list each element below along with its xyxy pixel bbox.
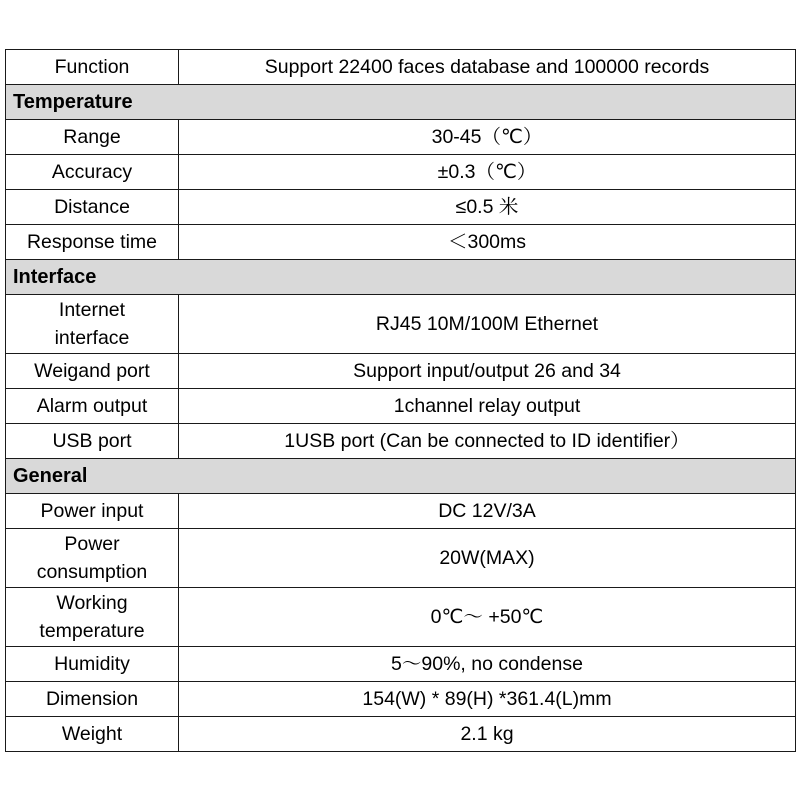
spec-row [6, 647, 796, 682]
spec-label-text: Distance [54, 196, 130, 218]
spec-label-text: Humidity [54, 653, 130, 675]
spec-label [6, 647, 179, 682]
spec-label [6, 120, 179, 155]
spec-label-text: Response time [26, 231, 158, 253]
spec-label [6, 588, 179, 647]
spec-row [6, 588, 796, 647]
spec-label-text: Weight [61, 723, 123, 745]
spec-label-text: Weigand port [34, 360, 150, 382]
spec-label [6, 50, 179, 85]
spec-label [6, 155, 179, 190]
spec-label-text: Internet interface [54, 299, 130, 349]
spec-label-text: Function [54, 56, 130, 78]
spec-value: ±0.3（℃） [179, 155, 796, 190]
section-title: Interface [6, 260, 796, 295]
spec-label-text: Accuracy [51, 161, 133, 183]
spec-label [6, 225, 179, 260]
spec-label-text: Power input [40, 500, 144, 522]
spec-table-body [6, 50, 796, 752]
spec-row [6, 717, 796, 752]
spec-row [6, 190, 796, 225]
spec-label-text: USB port [52, 430, 132, 452]
spec-value: DC 12V/3A [179, 494, 796, 529]
spec-row [6, 50, 796, 85]
spec-value: 20W(MAX) [179, 529, 796, 588]
spec-label [6, 717, 179, 752]
spec-value: ＜300ms [179, 225, 796, 260]
spec-label [6, 354, 179, 389]
spec-label [6, 190, 179, 225]
section-title: General [6, 459, 796, 494]
spec-row [6, 354, 796, 389]
section-header-row [6, 260, 796, 295]
spec-label [6, 529, 179, 588]
spec-row [6, 295, 796, 354]
spec-value: 1USB port (Can be connected to ID identifier） [179, 424, 796, 459]
spec-label-text: Power consumption [36, 533, 148, 583]
spec-row [6, 682, 796, 717]
spec-table [5, 49, 796, 752]
spec-row [6, 494, 796, 529]
spec-row [6, 529, 796, 588]
spec-row [6, 225, 796, 260]
spec-value: RJ45 10M/100M Ethernet [179, 295, 796, 354]
spec-value: 0℃～ +50℃ [179, 588, 796, 647]
spec-row [6, 155, 796, 190]
spec-value: 2.1 kg [179, 717, 796, 752]
spec-value: 1channel relay output [179, 389, 796, 424]
section-title: Temperature [6, 85, 796, 120]
spec-value: 154(W) * 89(H) *361.4(L)mm [179, 682, 796, 717]
spec-row [6, 424, 796, 459]
spec-value: Support 22400 faces database and 100000 records [179, 50, 796, 85]
spec-row [6, 389, 796, 424]
spec-label-text: Working temperature [39, 592, 145, 642]
spec-value: 30-45（℃） [179, 120, 796, 155]
section-header-row [6, 85, 796, 120]
section-header-row [6, 459, 796, 494]
spec-label-text: Range [63, 126, 121, 148]
spec-label [6, 682, 179, 717]
spec-value: Support input/output 26 and 34 [179, 354, 796, 389]
spec-label [6, 494, 179, 529]
spec-value: ≤0.5 米 [179, 190, 796, 225]
spec-label [6, 389, 179, 424]
spec-value: 5～90%, no condense [179, 647, 796, 682]
spec-label [6, 295, 179, 354]
spec-label [6, 424, 179, 459]
spec-label-text: Dimension [45, 688, 139, 710]
spec-label-text: Alarm output [36, 395, 148, 417]
spec-row [6, 120, 796, 155]
